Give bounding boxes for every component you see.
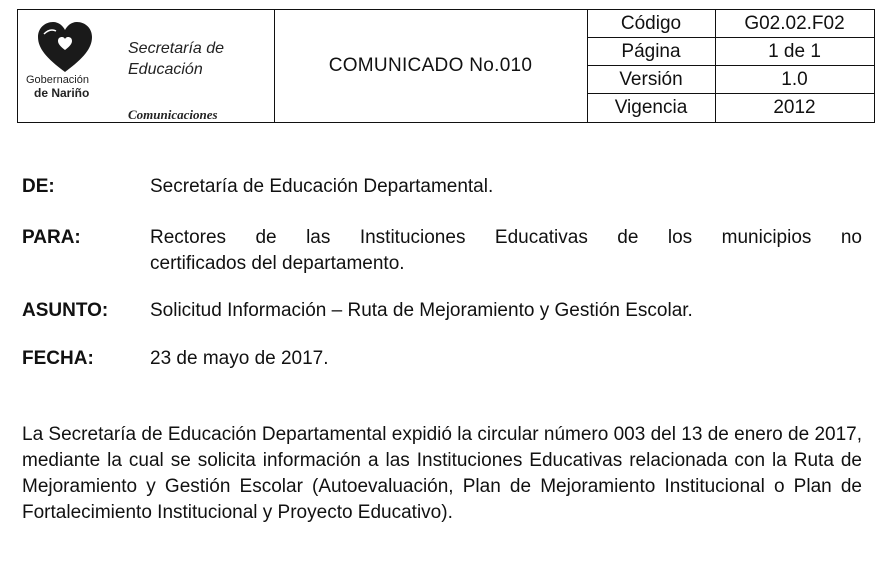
meta-row-version xyxy=(587,66,874,94)
field-value xyxy=(150,225,862,277)
logo-text: de Nariño xyxy=(34,86,90,100)
meta-key: Vigencia xyxy=(614,97,688,118)
gobernacion-logo xyxy=(18,10,108,122)
field-label: DE: xyxy=(22,176,55,197)
logo-text: Gobernación xyxy=(26,74,89,86)
meta-value: 2012 xyxy=(773,97,816,118)
field-value: Secretaría de Educación Departamental. xyxy=(150,176,494,197)
comunicaciones-label: Comunicaciones xyxy=(128,107,218,122)
meta-row-pagina xyxy=(587,38,874,66)
meta-key: Página xyxy=(621,41,681,62)
field-label: FECHA: xyxy=(22,348,94,369)
meta-value: G02.02.F02 xyxy=(744,13,845,34)
field-label: PARA: xyxy=(22,227,81,248)
secretaria-line: Secretaría de xyxy=(128,40,225,57)
field-value-line: Rectores de las Instituciones Educativas de los municipios no xyxy=(150,227,862,248)
meta-key: Versión xyxy=(619,69,683,90)
document-title: COMUNICADO No.010 xyxy=(328,55,533,76)
field-value: 23 de mayo de 2017. xyxy=(150,348,329,369)
meta-value: 1 de 1 xyxy=(768,41,821,62)
meta-row-vigencia xyxy=(587,94,874,122)
field-value: Solicitud Información – Ruta de Mejoramiento y Gestión Escolar. xyxy=(150,300,693,321)
field-value-line: certificados del departamento. xyxy=(150,253,405,274)
body-paragraph: La Secretaría de Educación Departamental expidió la circular número 003 del 13 de enero de 2017, mediante la cual se solicita información a las Instituciones Educativas relacionada con la Ruta de Mejoramiento y Gestión Escolar (Autoevaluación, Plan de Mejoramiento Institucional o Plan de Fortalecimiento Institucional y Proyecto Educativo). xyxy=(22,424,862,523)
document-header-table xyxy=(17,9,875,123)
field-label: ASUNTO: xyxy=(22,300,109,321)
secretaria-title xyxy=(128,38,224,80)
secretaria-line: Educación xyxy=(128,61,203,78)
meta-value: 1.0 xyxy=(781,69,808,90)
meta-key: Código xyxy=(620,13,682,34)
heart-logo-icon xyxy=(36,20,94,74)
meta-row-codigo xyxy=(587,10,874,38)
